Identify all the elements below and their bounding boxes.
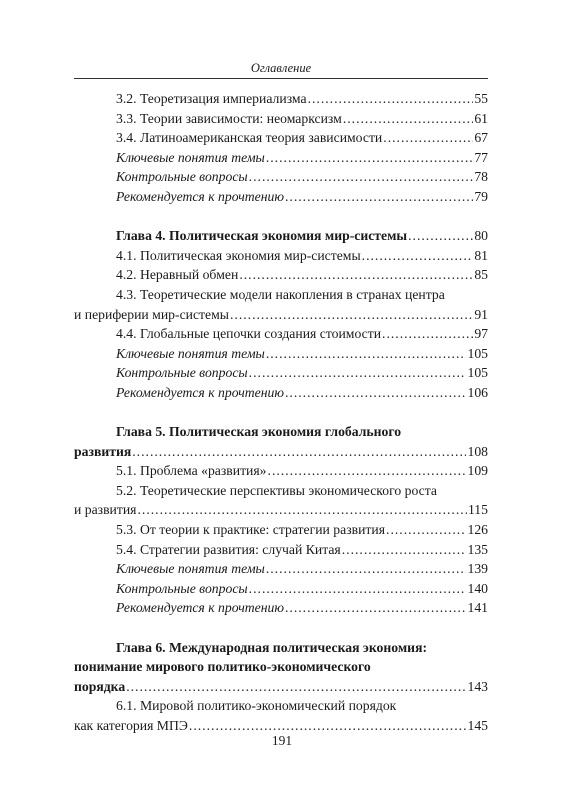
toc-entry-page: 135: [467, 541, 488, 557]
toc-entry: [74, 500, 488, 520]
toc-entry-title: 5.2. Теоретические перспективы экономического роста: [116, 482, 437, 498]
toc-entry: [74, 579, 488, 599]
toc-entry-page: 115: [467, 502, 488, 518]
toc-entry: [74, 520, 488, 540]
dot-leader: [285, 187, 473, 207]
dot-leader: [268, 461, 467, 481]
toc-entry: [74, 481, 488, 501]
toc-entry: [74, 677, 488, 697]
dot-leader: [230, 305, 473, 325]
dot-leader: [285, 383, 466, 403]
dot-leader: [249, 363, 467, 383]
toc-entry-title: как категория МПЭ: [74, 718, 188, 733]
toc-entry: [74, 422, 488, 442]
toc-entry-title: 5.4. Стратегии развития: случай Китая: [116, 541, 341, 557]
toc-entry-page: 97: [474, 326, 488, 342]
dot-leader: [362, 246, 474, 266]
running-header: Оглавление: [250, 61, 312, 75]
toc-entry-page: 91: [474, 306, 488, 322]
toc-entry-title: Глава 4. Политическая экономия мир-системы: [116, 228, 408, 244]
dot-leader: [249, 579, 467, 599]
toc-entry-title: Контрольные вопросы: [116, 580, 248, 596]
toc-entry-title: Глава 6. Международная политическая экономия:: [116, 639, 428, 655]
toc-entry-page: 80: [474, 228, 488, 244]
dot-leader: [382, 324, 473, 344]
toc-entry-title: 4.1. Политическая экономия мир-системы: [116, 247, 361, 263]
dot-leader: [266, 148, 473, 168]
section-spacer: [74, 403, 488, 423]
toc-entry: [74, 657, 488, 677]
toc-entry-page: 140: [467, 580, 488, 596]
toc-entry: [74, 148, 488, 168]
toc-entry: [74, 383, 488, 403]
toc-entry-title: 4.4. Глобальные цепочки создания стоимости: [116, 326, 382, 342]
table-of-contents: [74, 89, 488, 736]
toc-entry-page: 81: [474, 247, 488, 263]
toc-entry-page: 61: [474, 110, 488, 126]
dot-leader: [308, 89, 474, 109]
toc-entry: [74, 344, 488, 364]
toc-entry-title: Контрольные вопросы: [116, 365, 248, 381]
toc-entry-title: Контрольные вопросы: [116, 169, 248, 185]
toc-entry-title: порядка: [74, 678, 126, 694]
dot-leader: [266, 344, 467, 364]
dot-leader: [285, 598, 466, 618]
toc-entry-page: 77: [474, 149, 488, 165]
toc-entry-title: Рекомендуется к прочтению: [116, 600, 284, 616]
toc-entry-page: 79: [474, 188, 488, 204]
toc-entry-title: и развития: [74, 502, 137, 518]
dot-leader: [343, 109, 474, 129]
dot-leader: [137, 500, 467, 520]
toc-entry-title: Рекомендуется к прочтению: [116, 384, 284, 400]
toc-entry-page: 67: [474, 130, 488, 146]
toc-entry-title: Ключевые понятия темы: [116, 149, 265, 165]
toc-entry: [74, 324, 488, 344]
toc-entry-title: понимание мирового политико-экономического: [74, 659, 371, 675]
section-spacer: [74, 618, 488, 638]
toc-entry: [74, 89, 488, 109]
dot-leader: [342, 540, 467, 560]
dot-leader: [126, 677, 466, 697]
toc-entry: [74, 638, 488, 658]
toc-entry-title: Ключевые понятия темы: [116, 345, 265, 361]
toc-entry-title: Глава 5. Политическая экономия глобального: [116, 424, 402, 440]
dot-leader: [132, 442, 466, 462]
toc-entry: [74, 109, 488, 129]
toc-entry-page: 108: [467, 443, 488, 459]
toc-entry: [74, 285, 488, 305]
toc-entry-page: 106: [467, 384, 488, 400]
toc-entry-title: 3.3. Теории зависимости: неомарксизм: [116, 110, 342, 126]
dot-leader: [249, 167, 474, 187]
toc-entry: [74, 246, 488, 266]
toc-entry-title: 6.1. Мировой политико-экономический порядок: [116, 698, 397, 714]
dot-leader: [383, 128, 473, 148]
toc-entry-page: 145: [467, 718, 488, 733]
toc-entry-page: 85: [474, 267, 488, 283]
toc-entry: [74, 265, 488, 285]
toc-entry: [74, 598, 488, 618]
page-number: 191: [271, 733, 293, 748]
toc-entry-page: 141: [467, 600, 488, 616]
toc-entry: [74, 461, 488, 481]
toc-entry: [74, 442, 488, 462]
toc-entry: [74, 187, 488, 207]
dot-leader: [408, 226, 473, 246]
toc-entry-title: 5.3. От теории к практике: стратегии развития: [116, 522, 386, 538]
toc-entry-page: 139: [467, 561, 488, 577]
toc-entry-title: 3.2. Теоретизация империализма: [116, 91, 307, 106]
toc-entry-page: 55: [474, 91, 488, 106]
toc-entry-title: 3.4. Латиноамериканская теория зависимости: [116, 130, 383, 146]
toc-entry-title: Рекомендуется к прочтению: [116, 188, 284, 204]
toc-entry-title: развития: [74, 443, 132, 459]
toc-entry-page: 126: [467, 522, 488, 538]
toc-entry: [74, 128, 488, 148]
toc-entry-page: 105: [467, 345, 488, 361]
toc-entry-page: 143: [467, 678, 488, 694]
toc-entry: [74, 559, 488, 579]
toc-entry-title: 5.1. Проблема «развития»: [116, 463, 267, 479]
toc-entry: [74, 696, 488, 716]
toc-entry: [74, 167, 488, 187]
toc-entry: [74, 226, 488, 246]
toc-entry-title: 4.3. Теоретические модели накопления в странах центра: [116, 286, 445, 302]
toc-entry-title: и периферии мир-системы: [74, 306, 229, 322]
toc-entry-page: 109: [467, 463, 488, 479]
section-spacer: [74, 207, 488, 227]
toc-entry: [74, 363, 488, 383]
toc-entry-page: 105: [467, 365, 488, 381]
toc-entry-title: 4.2. Неравный обмен: [116, 267, 239, 283]
dot-leader: [266, 559, 467, 579]
toc-entry: [74, 540, 488, 560]
toc-entry-title: Ключевые понятия темы: [116, 561, 265, 577]
dot-leader: [386, 520, 466, 540]
toc-entry: [74, 305, 488, 325]
header-rule: [74, 78, 488, 79]
dot-leader: [239, 265, 473, 285]
toc-entry-page: 78: [474, 169, 488, 185]
